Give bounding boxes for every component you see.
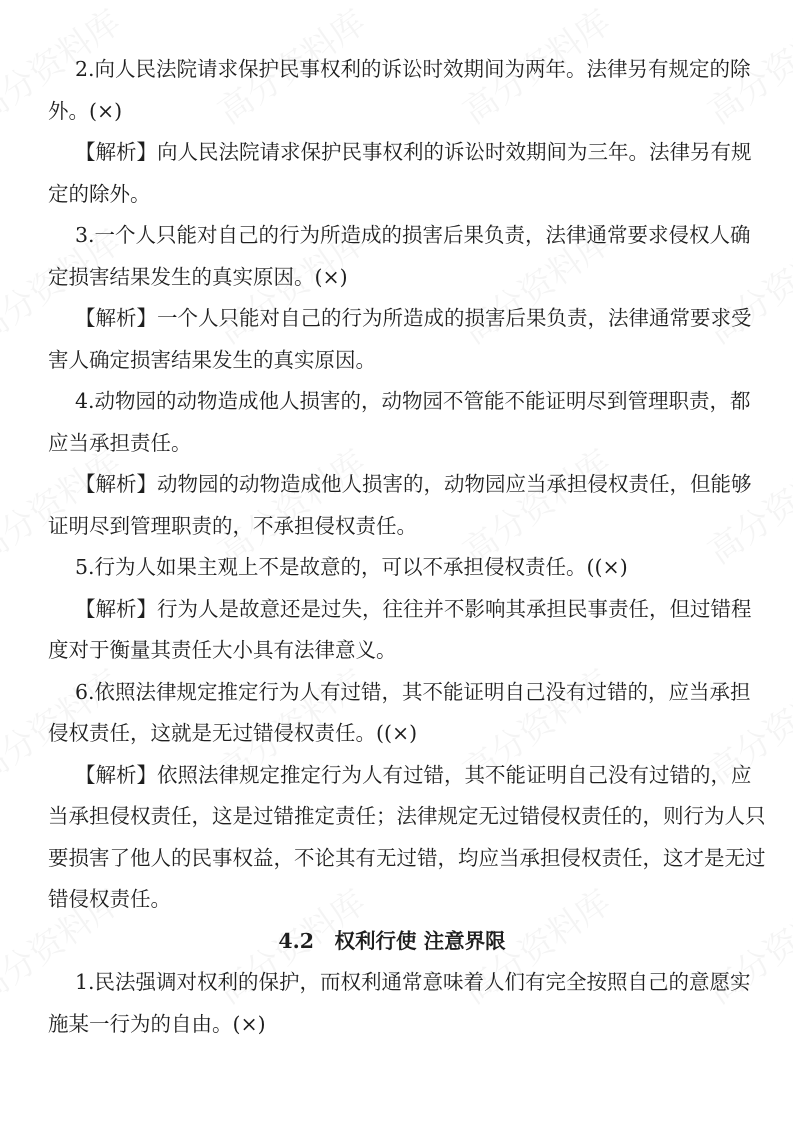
text-line: 外。(×) <box>48 98 123 123</box>
text-line: 【解析】一个人只能对自己的行为所造成的损害后果负责，法律通常要求受 <box>75 306 752 330</box>
text-line: 要损害了他人的民事权益，不论其有无过错，均应当承担侵权责任，这才是无过 <box>48 845 766 870</box>
text-line: 度对于衡量其责任大小具有法律意义。 <box>48 638 397 662</box>
analysis-paragraph <box>48 132 752 215</box>
text-line: 应当承担责任。 <box>48 430 192 455</box>
section-heading <box>48 921 736 963</box>
text-line: 【解析】行为人是故意还是过失，往往并不影响其承担民事责任，但过错程 <box>75 596 752 621</box>
text-line: 害人确定损害结果发生的真实原因。 <box>48 347 376 372</box>
text-line: 4.2 权利行使 注意界限 <box>278 928 506 953</box>
analysis-paragraph <box>48 464 752 547</box>
analysis-paragraph <box>48 589 752 672</box>
text-line: 错侵权责任。 <box>48 887 171 911</box>
question-paragraph <box>48 547 736 589</box>
text-line: 证明尽到管理职责的，不承担侵权责任。 <box>48 513 417 538</box>
text-line: 【解析】向人民法院请求保护民事权利的诉讼时效期间为三年。法律另有规 <box>75 140 752 164</box>
text-line: 当承担侵权责任，这是过错推定责任；法律规定无过错侵权责任的，则行为人只 <box>48 804 766 828</box>
analysis-paragraph <box>48 298 752 381</box>
question-paragraph <box>48 215 751 298</box>
text-line: 【解析】动物园的动物造成他人损害的，动物园应当承担侵权责任，但能够 <box>75 472 752 496</box>
question-paragraph <box>48 381 751 464</box>
text-line: 4.动物园的动物造成他人损害的，动物园不管能不能证明尽到管理职责，都 <box>75 389 751 413</box>
text-line: 6.依照法律规定推定行为人有过错，其不能证明自己没有过错的，应当承担 <box>75 679 751 704</box>
text-line: 施某一行为的自由。(×) <box>48 1011 266 1036</box>
text-line: 【解析】依照法律规定推定行为人有过错，其不能证明自己没有过错的，应 <box>75 762 752 787</box>
text-line: 1.民法强调对权利的保护，而权利通常意味着人们有完全按照自己的意愿实 <box>75 970 751 994</box>
text-line: 侵权责任，这就是无过错侵权责任。((×) <box>48 721 418 745</box>
text-line: 2.向人民法院请求保护民事权利的诉讼时效期间为两年。法律另有规定的除 <box>75 57 751 81</box>
question-paragraph <box>48 672 751 755</box>
text-line: 定损害结果发生的真实原因。(×) <box>48 264 348 289</box>
analysis-paragraph <box>48 755 766 921</box>
text-line: 3.一个人只能对自己的行为所造成的损害后果负责，法律通常要求侵权人确 <box>75 223 751 247</box>
question-paragraph <box>48 49 751 132</box>
document-body <box>48 49 766 1045</box>
text-line: 5.行为人如果主观上不是故意的，可以不承担侵权责任。((×) <box>75 555 628 579</box>
text-line: 定的除外。 <box>48 181 151 206</box>
question-paragraph <box>48 962 751 1045</box>
